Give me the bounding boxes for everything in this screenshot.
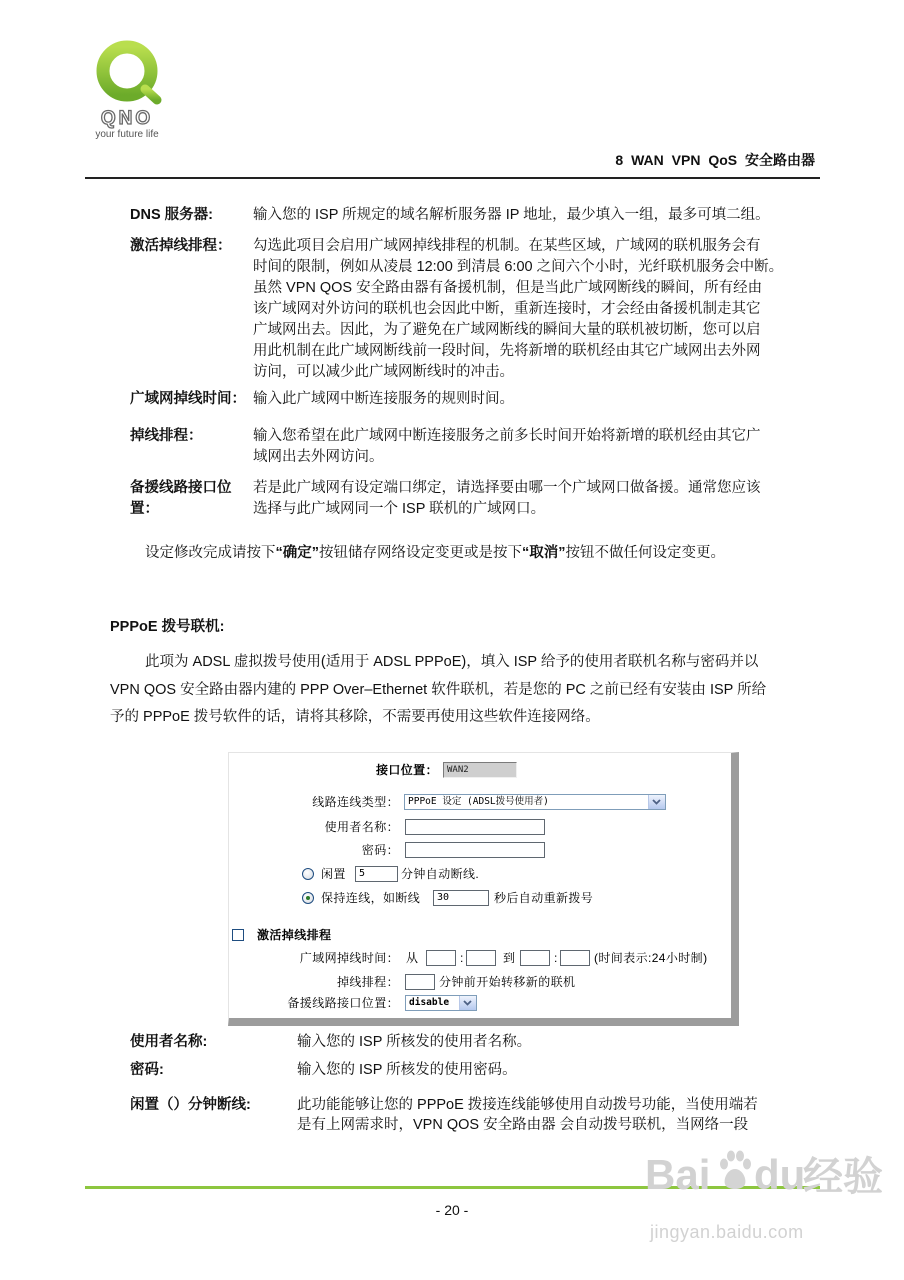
backup-interface-select [405, 995, 477, 1011]
end-hour-input [520, 950, 550, 966]
definition-line: 虽然 VPN QOS 安全路由器有备援机制，但是当此广域网断线的瞬间，所有经由 [253, 280, 763, 296]
page-number: - 20 - [435, 1202, 469, 1218]
definition-line: 输入您希望在此广域网中断连接服务之前多长时间开始将新增的联机经由其它广 [253, 428, 761, 444]
qno-logo [85, 32, 175, 142]
definition-term-line: 备援线路接口位 [130, 480, 232, 496]
backup-interface-value: disable [409, 997, 450, 1008]
wan-off-time-label: 广域网掉线时间： [299, 951, 399, 965]
pppoe-settings-screenshot [228, 752, 739, 1026]
definition-text [297, 1060, 517, 1081]
definition-text [253, 205, 770, 226]
start-minute-input [466, 950, 496, 966]
connection-type-value: PPPoE 设定 (ADSL拨号使用者) [408, 796, 549, 807]
definition-text [253, 389, 514, 410]
header-rule [85, 177, 820, 179]
definition-term: 广域网掉线时间： [130, 391, 246, 407]
redial-seconds-input: 30 [433, 890, 489, 906]
password-input [405, 842, 545, 858]
definition-line: 该广域网对外访问的联机也会因此中断，重新连接时，才会经由备援机制走其它 [253, 301, 761, 317]
keep-alive-radio [302, 892, 314, 904]
idle-suffix: 分钟自动断线. [401, 867, 480, 881]
from-label: 从 [406, 951, 419, 965]
definition-term [130, 478, 232, 520]
definition-line: 选择与此广域网同一个 ISP 联机的广域网口。 [253, 501, 546, 517]
watermark-brand-right: du [754, 1151, 806, 1198]
pppoe-intro-line: 此项为 ADSL 虚拟拨号使用(适用于 ADSL PPPoE)，填入 ISP 给予的使用者联机名称与密码并以 [145, 654, 759, 670]
save-note-text: 设定修改完成请按下 [145, 545, 276, 561]
logo-tagline: your future life [95, 129, 159, 140]
to-label: 到 [503, 951, 516, 965]
pppoe-intro-line: VPN QOS 安全路由器内建的 PPP Over–Ethernet 软件联机，若是您的 PC 之前已经有安装由 ISP 所给 [110, 682, 767, 698]
watermark-url: jingyan.baidu.com [650, 1222, 804, 1242]
definition-term-line: 置： [130, 501, 159, 517]
definition-term: 激活掉线排程： [130, 238, 232, 254]
chevron-down-icon [652, 798, 661, 806]
definition-text [253, 478, 761, 520]
end-minute-input [560, 950, 590, 966]
definition-line: 勾选此项目会启用广域网掉线排程的机制。在某些区域，广域网的联机服务会有 [253, 238, 761, 254]
definition-line: 输入此广域网中断连接服务的规则时间。 [253, 391, 514, 407]
watermark-product: 经验 [803, 1155, 883, 1199]
definition-term: 使用者名称: [130, 1034, 208, 1050]
document-header-title: 8 WAN VPN QoS 安全路由器 [615, 152, 815, 168]
start-hour-input [426, 950, 456, 966]
definition-term: DNS 服务器: [130, 207, 213, 223]
definition-line: 输入您的 ISP 所核发的使用密码。 [297, 1062, 517, 1078]
definition-line: 输入您的 ISP 所规定的域名解析服务器 IP 地址，最少填入一组，最多可填二组。 [253, 207, 770, 223]
definition-line: 时间的限制，例如从凌晨 12:00 到清晨 6:00 之间六个小时，光纤联机服务会中断。 [253, 259, 784, 275]
definition-line: 广域网出去。因此，为了避免在广域网断线的瞬间大量的联机被切断，您可以启 [253, 322, 761, 338]
keep-alive-suffix: 秒后自动重新拨号 [494, 891, 594, 905]
definition-text [253, 426, 761, 468]
definition-line: 若是此广域网有设定端口绑定，请选择要由哪一个广域网口做备援。通常您应该 [253, 480, 761, 496]
password-label: 密码： [361, 843, 399, 857]
lead-time-suffix: 分钟前开始转移新的联机 [439, 975, 576, 989]
schedule-checkbox [232, 929, 244, 941]
time-hint: (时间表示:24小时制) [594, 951, 708, 965]
schedule-label: 激活掉线排程 [257, 928, 332, 942]
definition-line: 访问，可以减少此广域网断线时的冲击。 [253, 364, 514, 380]
idle-radio [302, 868, 314, 880]
idle-minutes-input: 5 [355, 866, 398, 882]
pppoe-heading: PPPoE 拨号联机: [110, 619, 225, 635]
definition-text [297, 1095, 758, 1135]
save-note [145, 543, 725, 564]
ok-keyword: “确定” [275, 545, 319, 561]
dropdown-button [648, 795, 665, 809]
time-separator: : [460, 951, 464, 965]
watermark-brand-left: Bai [645, 1151, 711, 1198]
connection-type-label: 线路连线类型： [312, 795, 399, 809]
definition-line: 用此机制在此广域网断线前一段时间，先将新增的联机经由其它广域网出去外网 [253, 343, 761, 359]
chevron-down-icon [463, 999, 472, 1007]
definition-term: 密码: [130, 1062, 164, 1078]
lead-time-input [405, 974, 435, 990]
connection-type-select [404, 794, 666, 810]
idle-label: 闲置 [321, 867, 346, 881]
definition-term: 闲置（）分钟断线: [130, 1097, 251, 1113]
definition-text [297, 1032, 531, 1053]
logo-tail-icon [145, 89, 157, 100]
lead-time-label: 掉线排程： [336, 975, 399, 989]
pppoe-intro-line: 予的 PPPoE 拨号软件的话，请将其移除，不需要再使用这些软件连接网络。 [110, 709, 600, 725]
time-separator: : [554, 951, 558, 965]
baidu-paw-icon [716, 1150, 752, 1192]
definition-term: 掉线排程： [130, 428, 203, 444]
save-note-text: 按钮储存网络设定变更或是按下 [319, 545, 522, 561]
backup-interface-label: 备援线路接口位置： [287, 996, 399, 1010]
dropdown-button [459, 996, 476, 1010]
definition-line: 是有上网需求时，VPN QOS 安全路由器 会自动拨号联机，当网络一段 [297, 1117, 749, 1133]
definition-line: 域网出去外网访问。 [253, 449, 384, 465]
username-label: 使用者名称： [324, 820, 399, 834]
cancel-keyword: “取消” [522, 545, 566, 561]
save-note-text: 按钮不做任何设定变更。 [565, 545, 725, 561]
definition-line: 此功能能够让您的 PPPoE 拨接连线能够使用自动拨号功能，当使用端若 [297, 1097, 758, 1113]
interface-label: 接口位置： [375, 763, 438, 777]
definition-text [253, 236, 783, 383]
username-input [405, 819, 545, 835]
keep-alive-label: 保持连线，如断线 [321, 891, 421, 905]
definition-line: 输入您的 ISP 所核发的使用者名称。 [297, 1034, 532, 1050]
interface-field: WAN2 [443, 762, 517, 778]
logo-brand: QNO [100, 108, 154, 129]
